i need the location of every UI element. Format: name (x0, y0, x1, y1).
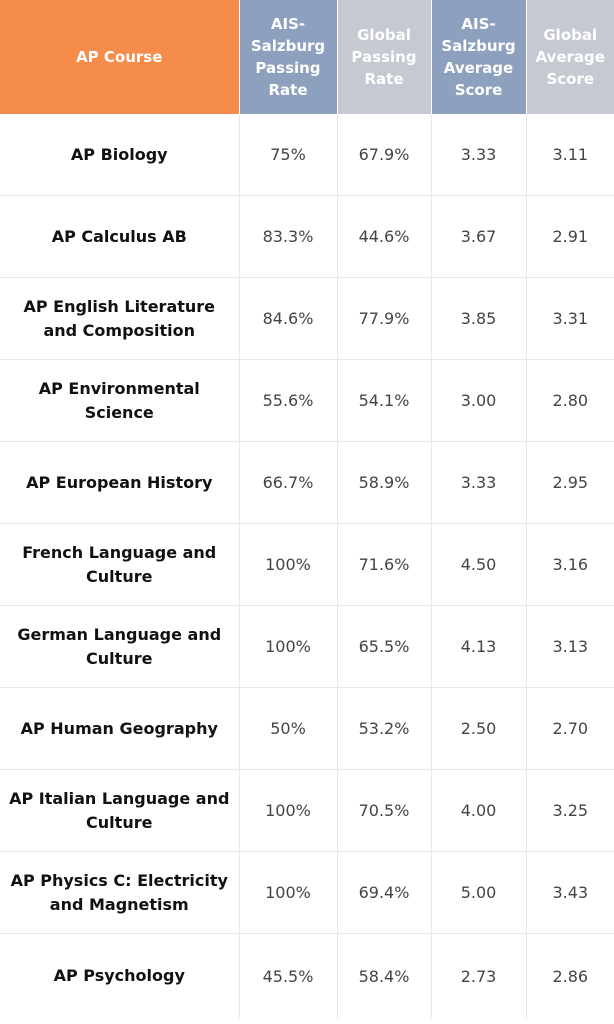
global-passing-rate-cell: 58.9% (337, 442, 431, 524)
global-average-score-cell: 2.95 (526, 442, 614, 524)
table-row (0, 852, 614, 934)
header-global-passing-rate: Global Passing Rate (337, 0, 431, 114)
ais-average-score-cell: 4.50 (431, 524, 526, 606)
header-global-average-score: Global Average Score (526, 0, 614, 114)
global-average-score-cell: 3.31 (526, 278, 614, 360)
ais-average-score-cell: 3.00 (431, 360, 526, 442)
course-name-cell: AP Psychology (0, 934, 239, 1019)
ais-passing-rate-cell: 55.6% (239, 360, 337, 442)
table-row (0, 196, 614, 278)
ais-average-score-cell: 4.00 (431, 770, 526, 852)
global-average-score-cell: 3.13 (526, 606, 614, 688)
course-name-cell: French Language and Culture (0, 524, 239, 606)
ais-average-score-cell: 3.33 (431, 442, 526, 524)
header-ais-passing-rate: AIS-Salzburg Passing Rate (239, 0, 337, 114)
global-passing-rate-cell: 53.2% (337, 688, 431, 770)
ais-passing-rate-cell: 84.6% (239, 278, 337, 360)
table-row (0, 934, 614, 1019)
global-average-score-cell: 3.16 (526, 524, 614, 606)
ais-passing-rate-cell: 50% (239, 688, 337, 770)
table-row (0, 278, 614, 360)
course-name-cell: AP Environmental Science (0, 360, 239, 442)
course-name-cell: AP Human Geography (0, 688, 239, 770)
global-average-score-cell: 2.80 (526, 360, 614, 442)
ais-average-score-cell: 4.13 (431, 606, 526, 688)
global-passing-rate-cell: 54.1% (337, 360, 431, 442)
ais-passing-rate-cell: 100% (239, 770, 337, 852)
ais-average-score-cell: 2.50 (431, 688, 526, 770)
global-passing-rate-cell: 71.6% (337, 524, 431, 606)
table-row (0, 360, 614, 442)
course-name-cell: AP European History (0, 442, 239, 524)
global-passing-rate-cell: 44.6% (337, 196, 431, 278)
global-average-score-cell: 2.86 (552, 966, 589, 986)
global-passing-rate-cell: 70.5% (337, 770, 431, 852)
course-name-cell: German Language and Culture (0, 606, 239, 688)
course-name-cell: AP Italian Language and Culture (0, 770, 239, 852)
ais-average-score-cell: 3.85 (431, 278, 526, 360)
course-name-cell: AP English Literature and Composition (0, 278, 239, 360)
ais-average-score-cell: 2.73 (431, 934, 526, 1019)
global-passing-rate-cell: 67.9% (337, 114, 431, 196)
ais-passing-rate-cell: 83.3% (239, 196, 337, 278)
course-name-cell: AP Calculus AB (0, 196, 239, 278)
table-row (0, 524, 614, 606)
ais-passing-rate-cell: 100% (239, 852, 337, 934)
global-average-score-cell: 3.43 (526, 852, 614, 934)
ais-average-score-cell: 3.33 (431, 114, 526, 196)
global-passing-rate-cell: 69.4% (337, 852, 431, 934)
global-passing-rate-cell: 77.9% (337, 278, 431, 360)
ais-passing-rate-cell: 75% (239, 114, 337, 196)
ais-average-score-cell: 3.67 (431, 196, 526, 278)
header-row (0, 0, 614, 114)
table-row (0, 114, 614, 196)
header-ais-average-score: AIS-Salzburg Average Score (431, 0, 526, 114)
ais-passing-rate-cell: 100% (239, 606, 337, 688)
global-passing-rate-cell: 58.4% (337, 934, 431, 1019)
table-row (0, 770, 614, 852)
global-average-score-cell: 2.91 (526, 196, 614, 278)
ais-passing-rate-cell: 66.7% (239, 442, 337, 524)
table-row (0, 688, 614, 770)
ais-passing-rate-cell: 100% (239, 524, 337, 606)
global-average-score-cell: 3.11 (526, 114, 614, 196)
table-row (0, 606, 614, 688)
course-name-cell: AP Physics C: Electricity and Magnetism (0, 852, 239, 934)
global-average-score-cell: 2.70 (526, 688, 614, 770)
global-passing-rate-cell: 65.5% (337, 606, 431, 688)
table-row (0, 442, 614, 524)
ais-passing-rate-cell: 45.5% (239, 934, 337, 1019)
course-name-cell: AP Biology (0, 114, 239, 196)
ais-average-score-cell: 5.00 (431, 852, 526, 934)
header-ap-course: AP Course (0, 0, 239, 114)
global-average-score-cell: 3.25 (526, 770, 614, 852)
